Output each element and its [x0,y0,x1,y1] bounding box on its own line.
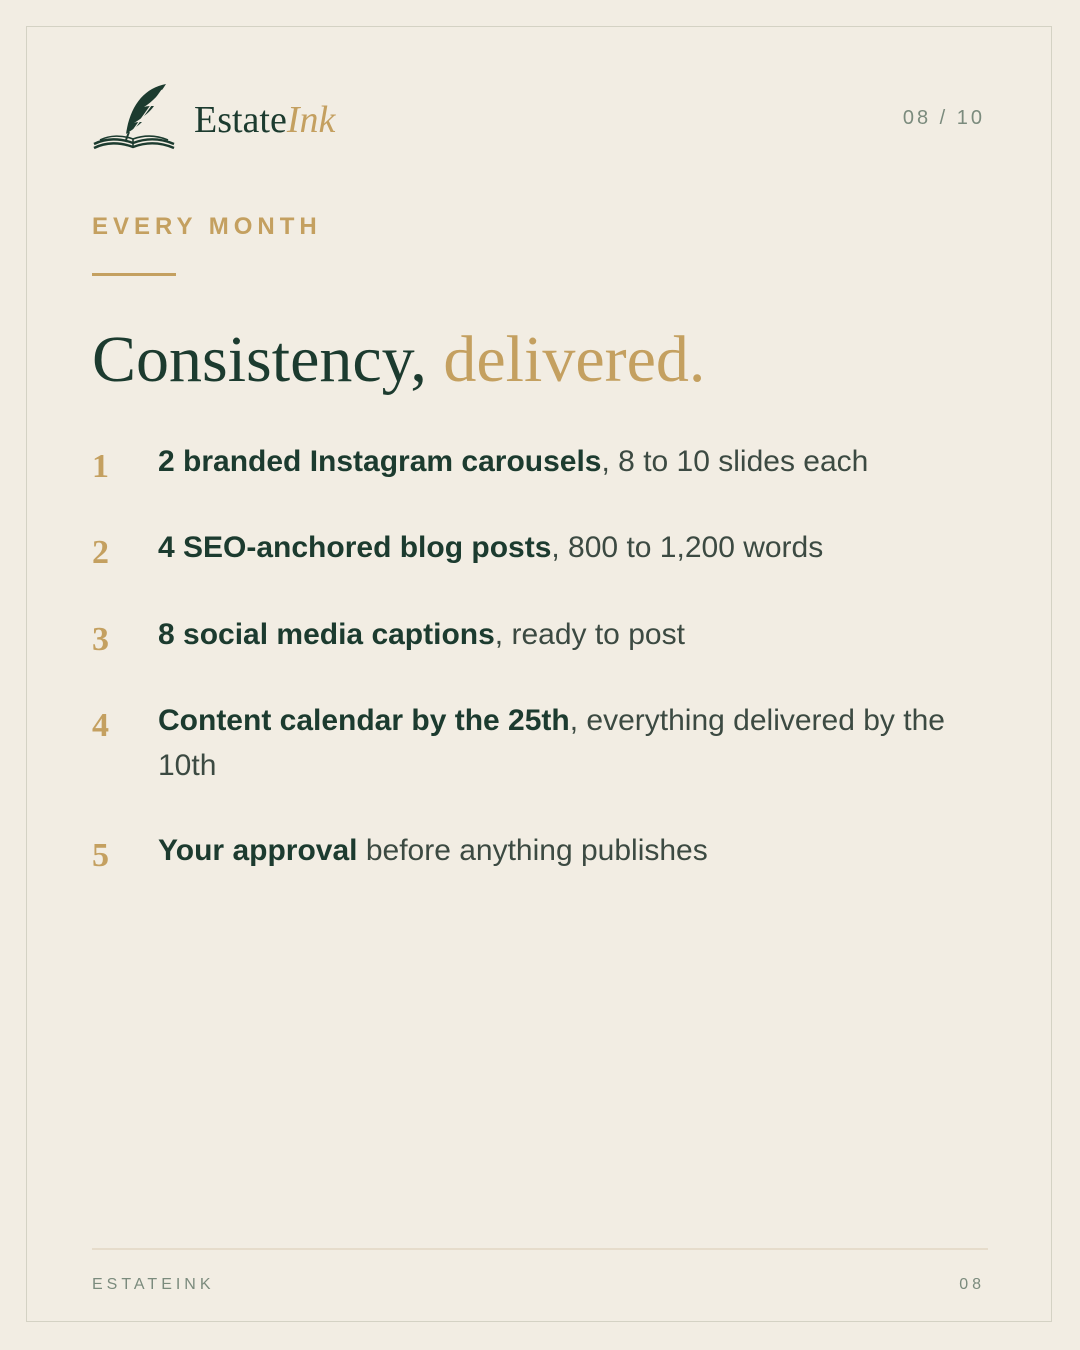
list-item [92,439,990,489]
footer-divider [92,1248,988,1250]
list-item-text [158,612,685,657]
brand-logo [92,82,335,152]
list-item-highlight: 4 SEO-anchored blog posts [158,531,552,564]
list-item-highlight: Content calendar by the 25th [158,704,570,737]
brand-name-main: Estate [194,99,287,141]
headline-main: Consistency, [92,323,427,396]
list-item-highlight: Your approval [158,834,358,867]
list-item-number: 5 [92,837,109,874]
brand-name-accent: Ink [286,99,336,141]
slide-counter: 08 / 10 [902,107,985,129]
list-item-number: 3 [92,621,109,658]
list-item-detail: before anything publishes [357,834,708,867]
list-item [92,525,990,575]
list-item-detail: , everything delivered by the 10th [158,704,945,782]
page-title [92,318,705,402]
list-item-highlight: 8 social media captions [158,618,495,651]
list-item [92,828,990,878]
headline-accent: delivered. [443,323,706,396]
list-item [92,698,990,788]
list-item-detail: , 8 to 10 slides each [601,445,869,478]
list-item-text [158,525,823,570]
list-item-number: 1 [92,448,109,485]
list-item-detail: , ready to post [494,618,685,651]
footer-page-number: 08 [959,1276,985,1293]
footer-brand: ESTATEINK [92,1276,215,1293]
list-item-number: 4 [92,707,109,744]
list-item-text [158,698,990,788]
list-item-number: 2 [92,534,109,571]
list-item-text [158,439,868,484]
brand-wordmark [194,98,335,142]
list-item [92,612,990,662]
list-item-text [158,828,708,873]
quill-and-open-book-icon [92,82,176,152]
eyebrow-label: EVERY MONTH [92,213,322,240]
list-item-detail: , 800 to 1,200 words [551,531,824,564]
eyebrow-divider [92,273,176,276]
list-item-highlight: 2 branded Instagram carousels [158,445,602,478]
